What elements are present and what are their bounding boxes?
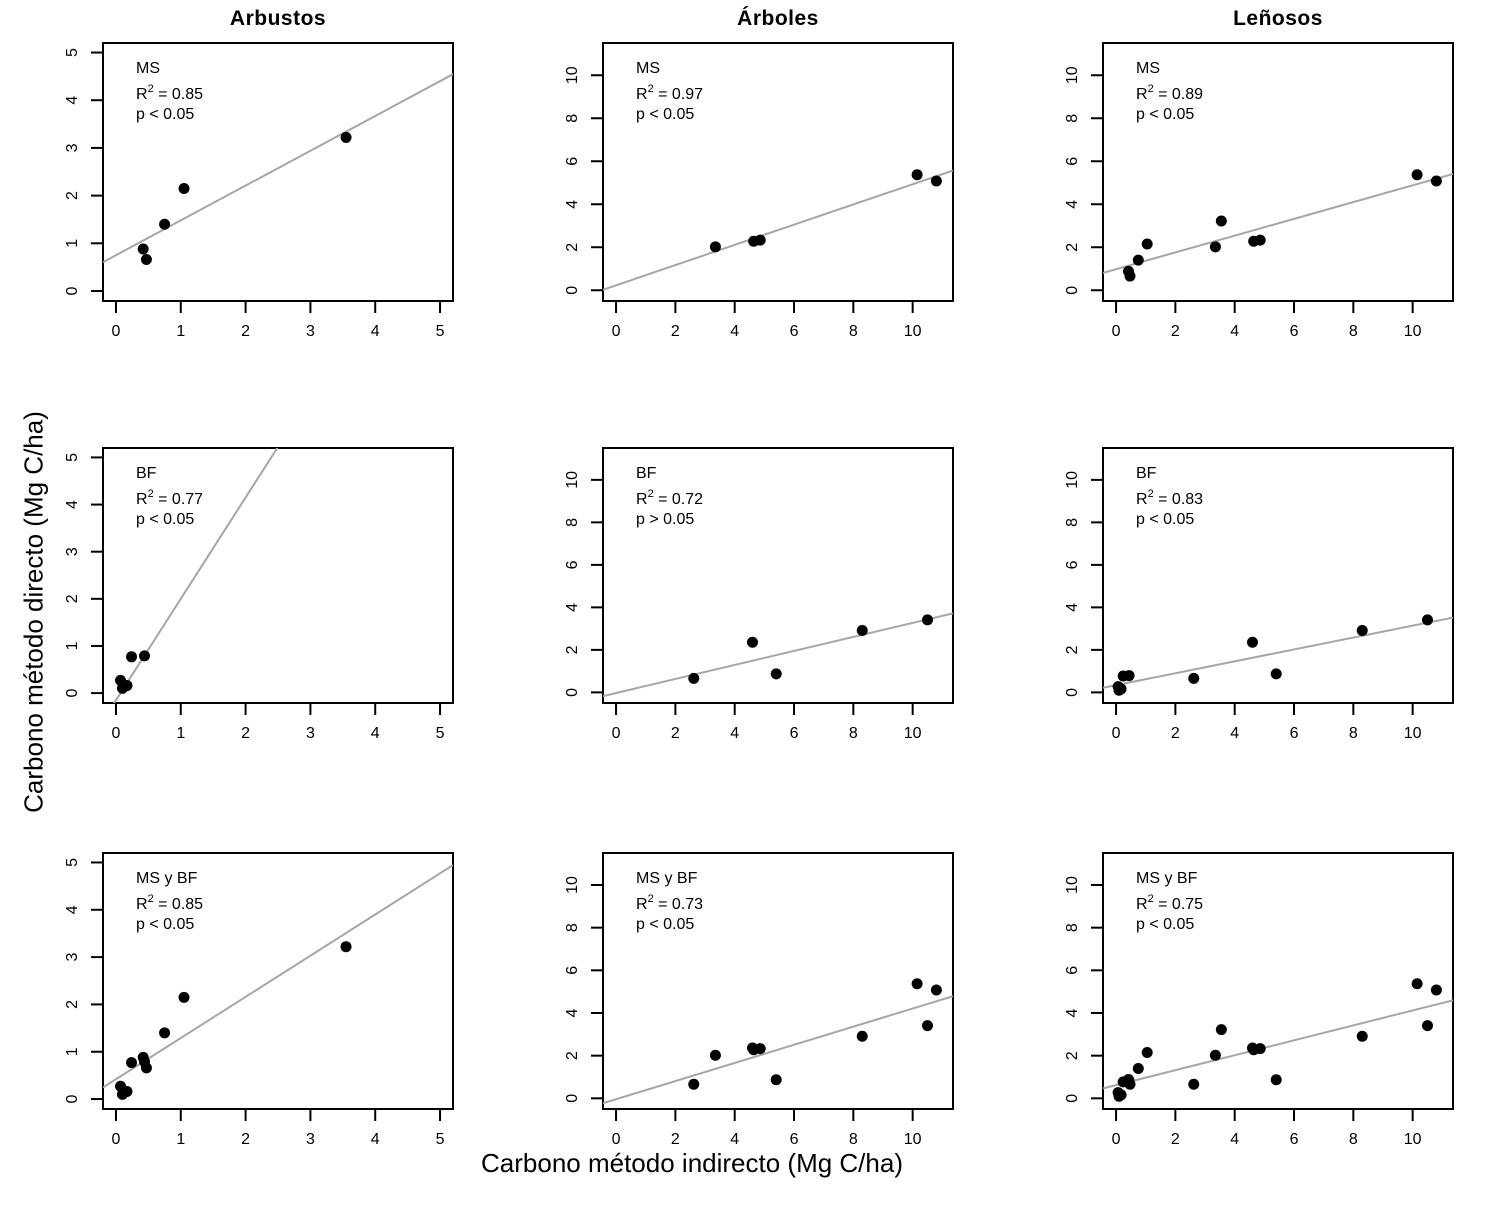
x-tick-label: 4	[730, 323, 740, 340]
panel-r2-label: $R^2 = 0.85$	[136, 893, 204, 913]
data-point	[1431, 176, 1442, 187]
y-tick-label: 0	[1064, 285, 1081, 295]
x-tick-label: 10	[903, 1131, 922, 1148]
plot-box	[103, 853, 453, 1109]
y-tick-label: 5	[64, 452, 81, 462]
x-tick-label: 2	[1170, 725, 1180, 742]
data-point	[1357, 625, 1368, 636]
y-tick-label: 6	[1064, 156, 1081, 166]
data-point	[1247, 637, 1258, 648]
x-tick-label: 2	[1170, 1131, 1180, 1148]
panel-ms-1	[564, 43, 953, 340]
x-tick-label: 6	[1289, 1131, 1299, 1148]
x-tick-label: 2	[1170, 323, 1180, 340]
panel-p-label: p < 0.05	[1136, 106, 1195, 123]
y-tick-label: 0	[564, 1093, 581, 1103]
x-tick-label: 2	[670, 1131, 680, 1148]
x-tick-label: 10	[1403, 1131, 1422, 1148]
data-point	[139, 650, 150, 661]
y-tick-label: 4	[564, 602, 581, 612]
y-tick-label: 2	[564, 1051, 581, 1061]
y-tick-label: 3	[64, 143, 81, 153]
data-point	[1116, 1089, 1127, 1100]
data-point	[1412, 169, 1423, 180]
data-point	[1142, 1047, 1153, 1058]
x-tick-label: 0	[611, 323, 621, 340]
panel-group-label: MS	[636, 60, 660, 77]
data-point	[771, 1074, 782, 1085]
data-point	[688, 1079, 699, 1090]
data-point	[1431, 984, 1442, 995]
y-tick-label: 8	[1064, 113, 1081, 123]
data-point	[126, 651, 137, 662]
x-tick-label: 0	[611, 725, 621, 742]
y-tick-label: 10	[1064, 876, 1081, 894]
x-tick-label: 4	[1230, 323, 1240, 340]
x-tick-label: 0	[1111, 725, 1121, 742]
data-point	[922, 614, 933, 625]
x-tick-label: 2	[241, 725, 251, 742]
plot-box	[603, 448, 953, 703]
x-tick-label: 0	[1111, 323, 1121, 340]
column-title-lenosos: Leñosos	[1233, 7, 1323, 30]
data-point	[931, 984, 942, 995]
panel-p-label: p < 0.05	[1136, 511, 1195, 528]
x-tick-label: 6	[789, 323, 799, 340]
y-tick-label: 2	[564, 242, 581, 252]
panel-ms-2	[1064, 43, 1453, 340]
data-point	[1271, 1074, 1282, 1085]
x-tick-label: 5	[435, 1131, 445, 1148]
panel-r2-label: $R^2 = 0.73$	[636, 893, 704, 913]
y-tick-label: 1	[64, 641, 81, 651]
x-tick-label: 4	[370, 323, 380, 340]
data-point	[857, 1031, 868, 1042]
data-point	[159, 1027, 170, 1038]
data-point	[1357, 1031, 1368, 1042]
y-tick-label: 2	[64, 999, 81, 1009]
x-axis-label: Carbono método indirecto (Mg C/ha)	[481, 1148, 903, 1178]
data-point	[755, 1043, 766, 1054]
x-tick-label: 8	[1348, 725, 1358, 742]
y-tick-label: 2	[1064, 1051, 1081, 1061]
panel-group-label: MS y BF	[136, 870, 198, 887]
data-point	[1216, 216, 1227, 227]
data-point	[1133, 255, 1144, 266]
data-point	[857, 625, 868, 636]
panel-r2-label: $R^2 = 0.83$	[1136, 488, 1204, 508]
x-tick-label: 10	[1403, 725, 1422, 742]
y-tick-label: 6	[564, 560, 581, 570]
x-tick-label: 10	[1403, 323, 1422, 340]
data-point	[159, 219, 170, 230]
x-tick-label: 2	[670, 725, 680, 742]
data-point	[126, 1057, 137, 1068]
data-point	[1216, 1024, 1227, 1035]
y-tick-label: 8	[1064, 923, 1081, 933]
panel-group-label: MS y BF	[636, 870, 698, 887]
x-tick-label: 2	[670, 323, 680, 340]
y-tick-label: 0	[64, 286, 81, 296]
y-tick-label: 8	[1064, 517, 1081, 527]
data-point	[1422, 614, 1433, 625]
x-tick-label: 8	[848, 323, 858, 340]
plot-box	[1103, 853, 1453, 1109]
y-tick-label: 0	[1064, 687, 1081, 697]
panel-group-label: BF	[1136, 465, 1157, 482]
panel-p-label: p > 0.05	[636, 511, 695, 528]
x-tick-label: 6	[1289, 323, 1299, 340]
x-tick-label: 4	[1230, 725, 1240, 742]
plot-box	[103, 43, 453, 301]
x-tick-label: 3	[305, 1131, 315, 1148]
y-tick-label: 4	[1064, 199, 1081, 209]
x-tick-label: 0	[1111, 1131, 1121, 1148]
panel-group-label: BF	[136, 465, 157, 482]
data-point	[747, 637, 758, 648]
x-tick-label: 5	[435, 725, 445, 742]
panel-p-label: p < 0.05	[1136, 916, 1195, 933]
y-tick-label: 6	[1064, 965, 1081, 975]
regression-line	[1103, 174, 1453, 273]
y-tick-label: 1	[64, 1047, 81, 1057]
plot-box	[603, 853, 953, 1109]
x-tick-label: 0	[111, 1131, 121, 1148]
regression-line	[603, 613, 953, 696]
x-tick-label: 6	[1289, 725, 1299, 742]
data-point	[1422, 1020, 1433, 1031]
y-tick-label: 8	[564, 517, 581, 527]
y-axis-label: Carbono método directo (Mg C/ha)	[18, 411, 49, 813]
y-tick-label: 1	[64, 238, 81, 248]
data-point	[341, 132, 352, 143]
data-point	[138, 244, 149, 255]
panel-bf-3	[64, 173, 453, 742]
x-tick-label: 5	[435, 323, 445, 340]
y-tick-label: 8	[564, 113, 581, 123]
panel-ms-y-bf-7	[564, 853, 953, 1148]
plot-box	[103, 448, 453, 703]
y-tick-label: 4	[64, 95, 81, 105]
data-point	[1210, 241, 1221, 252]
y-tick-label: 10	[564, 66, 581, 85]
regression-line	[103, 173, 453, 720]
x-tick-label: 8	[1348, 323, 1358, 340]
panel-r2-label: $R^2 = 0.85$	[136, 83, 204, 103]
data-point	[1133, 1063, 1144, 1074]
x-tick-label: 4	[730, 1131, 740, 1148]
x-tick-label: 1	[176, 323, 186, 340]
y-tick-label: 0	[64, 688, 81, 698]
regression-line	[603, 996, 953, 1103]
x-tick-label: 0	[611, 1131, 621, 1148]
x-tick-label: 4	[370, 725, 380, 742]
x-tick-label: 10	[903, 323, 922, 340]
data-point	[1412, 978, 1423, 989]
y-tick-label: 4	[564, 199, 581, 209]
y-tick-label: 2	[64, 594, 81, 604]
y-tick-label: 6	[564, 156, 581, 166]
data-point	[1124, 1079, 1135, 1090]
y-tick-label: 4	[64, 905, 81, 915]
panel-r2-label: $R^2 = 0.77$	[136, 488, 204, 508]
y-tick-label: 4	[64, 500, 81, 510]
data-point	[141, 1062, 152, 1073]
data-point	[755, 235, 766, 246]
panel-group-label: BF	[636, 465, 657, 482]
y-tick-label: 0	[564, 285, 581, 295]
x-tick-label: 4	[730, 725, 740, 742]
x-tick-label: 2	[241, 1131, 251, 1148]
x-tick-label: 3	[305, 725, 315, 742]
y-tick-label: 3	[64, 952, 81, 962]
data-point	[1124, 271, 1135, 282]
column-title-arbustos: Arbustos	[229, 7, 327, 30]
panel-r2-label: $R^2 = 0.75$	[1136, 893, 1204, 913]
data-point	[341, 941, 352, 952]
panel-r2-label: $R^2 = 0.89$	[1136, 83, 1204, 103]
data-point	[1188, 1079, 1199, 1090]
data-point	[1255, 235, 1266, 246]
panel-p-label: p < 0.05	[636, 106, 695, 123]
data-point	[179, 992, 190, 1003]
plot-box	[1103, 448, 1453, 703]
y-tick-label: 2	[1064, 242, 1081, 252]
y-tick-label: 4	[1064, 1008, 1081, 1018]
x-tick-label: 10	[903, 725, 922, 742]
panel-bf-5	[1064, 448, 1453, 742]
y-tick-label: 8	[564, 923, 581, 933]
panel-p-label: p < 0.05	[636, 916, 695, 933]
data-point	[1116, 683, 1127, 694]
plot-box	[603, 43, 953, 301]
data-point	[121, 1086, 132, 1097]
data-point	[1188, 673, 1199, 684]
data-point	[1255, 1043, 1266, 1054]
panel-p-label: p < 0.05	[136, 511, 195, 528]
data-point	[710, 1050, 721, 1061]
x-tick-label: 1	[176, 1131, 186, 1148]
y-tick-label: 2	[64, 191, 81, 201]
panel-ms-y-bf-8	[1064, 853, 1453, 1148]
x-tick-label: 3	[305, 323, 315, 340]
y-tick-label: 10	[564, 470, 581, 489]
panel-group-label: MS	[136, 60, 160, 77]
panel-bf-4	[564, 448, 953, 742]
y-tick-label: 2	[1064, 645, 1081, 655]
data-point	[688, 673, 699, 684]
y-tick-label: 0	[564, 687, 581, 697]
x-tick-label: 2	[241, 323, 251, 340]
panel-r2-label: $R^2 = 0.72$	[636, 488, 704, 508]
y-tick-label: 4	[564, 1008, 581, 1018]
data-point	[1142, 239, 1153, 250]
data-point	[141, 254, 152, 265]
y-tick-label: 6	[564, 965, 581, 975]
data-point	[931, 176, 942, 187]
y-tick-label: 5	[64, 858, 81, 867]
y-tick-label: 2	[564, 645, 581, 655]
x-tick-label: 8	[848, 725, 858, 742]
data-point	[912, 169, 923, 180]
y-tick-label: 3	[64, 547, 81, 557]
data-point	[710, 241, 721, 252]
y-tick-label: 4	[1064, 602, 1081, 612]
x-tick-label: 0	[111, 725, 121, 742]
y-tick-label: 0	[64, 1094, 81, 1104]
x-tick-label: 8	[848, 1131, 858, 1148]
data-point	[1210, 1050, 1221, 1061]
x-tick-label: 6	[789, 1131, 799, 1148]
y-tick-label: 6	[1064, 560, 1081, 570]
y-tick-label: 10	[564, 876, 581, 894]
panel-ms-0	[64, 43, 453, 340]
data-point	[121, 680, 132, 691]
y-tick-label: 10	[1064, 470, 1081, 489]
data-point	[912, 978, 923, 989]
panel-p-label: p < 0.05	[136, 916, 195, 933]
data-point	[179, 183, 190, 194]
y-tick-label: 5	[64, 48, 81, 57]
data-point	[922, 1020, 933, 1031]
y-tick-label: 0	[1064, 1093, 1081, 1103]
x-tick-label: 4	[370, 1131, 380, 1148]
x-tick-label: 4	[1230, 1131, 1240, 1148]
panel-p-label: p < 0.05	[136, 106, 195, 123]
panel-group-label: MS y BF	[1136, 870, 1198, 887]
x-tick-label: 8	[1348, 1131, 1358, 1148]
y-tick-label: 10	[1064, 66, 1081, 85]
data-point	[1271, 668, 1282, 679]
panel-group-label: MS	[1136, 60, 1160, 77]
x-tick-label: 1	[176, 725, 186, 742]
plot-box	[1103, 43, 1453, 301]
regression-line	[603, 171, 953, 290]
data-point	[1124, 670, 1135, 681]
column-title-arboles: Árboles	[737, 7, 819, 30]
panel-r2-label: $R^2 = 0.97$	[636, 83, 704, 103]
x-tick-label: 6	[789, 725, 799, 742]
panel-ms-y-bf-6	[64, 853, 453, 1148]
x-tick-label: 0	[111, 323, 121, 340]
data-point	[771, 668, 782, 679]
